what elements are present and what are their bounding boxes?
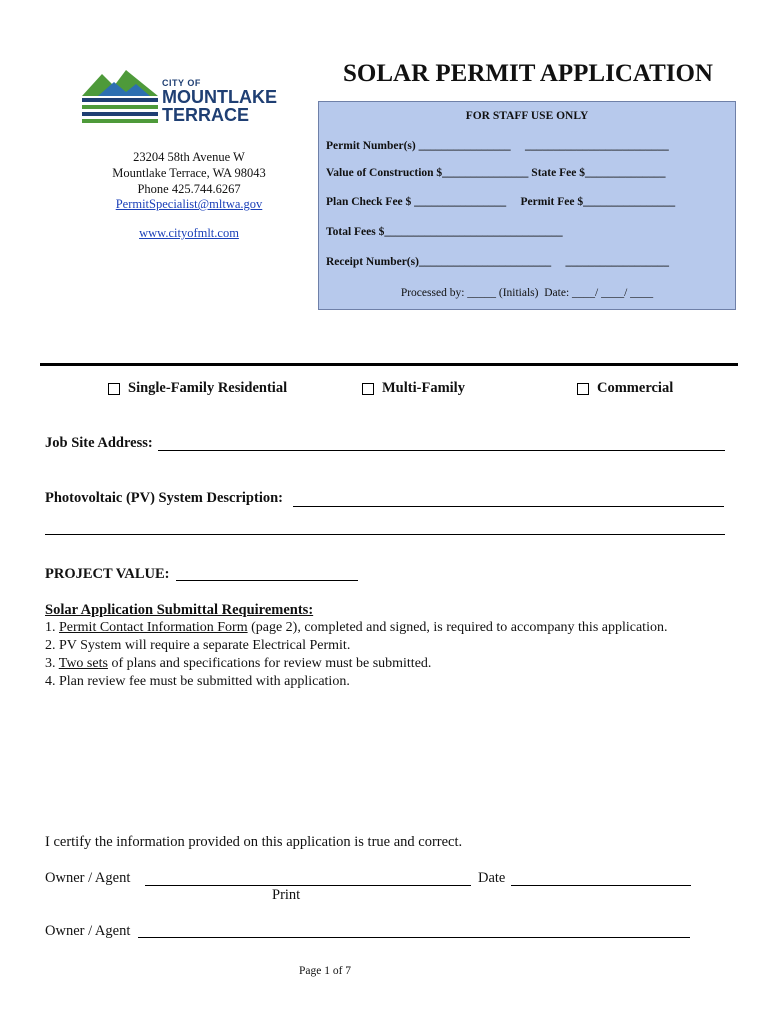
email-link[interactable]: PermitSpecialist@mltwa.gov [115, 197, 263, 211]
owner-agent-label-1: Owner / Agent [45, 870, 131, 886]
staff-use-box [318, 101, 736, 310]
staff-plancheck-permit-fee: Plan Check Fee $ ________________ Permit Fee $________________ [326, 196, 676, 208]
checkbox-icon[interactable] [108, 383, 120, 395]
page-number: Page 1 of 7 [298, 965, 352, 977]
job-site-label: Job Site Address: [45, 435, 153, 451]
address-phone: Phone 425.744.6267 [137, 182, 241, 196]
checkbox-icon[interactable] [362, 383, 374, 395]
owner-agent-print-line[interactable] [138, 937, 690, 938]
logo-mountlake: MOUNTLAKE [162, 87, 277, 107]
requirement-item-1: 1. Permit Contact Information Form (page 2), completed and signed, is required to accompany this application. [45, 620, 668, 635]
staff-permit-numbers: Permit Number(s) ________________ _________________________ [326, 140, 669, 152]
checkbox-multi-family[interactable] [362, 380, 465, 397]
date-input-line[interactable] [511, 885, 691, 886]
staff-heading: FOR STAFF USE ONLY [465, 110, 589, 122]
requirement-item-3: 3. Two sets of plans and specifications for review must be submitted. [45, 656, 432, 671]
pv-description-input-line[interactable] [293, 506, 724, 507]
pv-description-input-line-2[interactable] [45, 534, 725, 535]
logo-terrace: TERRACE [162, 105, 250, 125]
staff-processed-by: Processed by: _____ (Initials) Date: ____/ ____/ ____ [400, 287, 654, 299]
section-divider [40, 363, 738, 366]
owner-agent-label-2: Owner / Agent [45, 923, 131, 939]
pv-description-label: Photovoltaic (PV) System Description: [45, 490, 283, 506]
logo-city-of: CITY OF [162, 78, 201, 88]
job-site-input-line[interactable] [158, 450, 725, 451]
requirements-heading: Solar Application Submittal Requirements: [45, 602, 314, 618]
date-label: Date [478, 870, 506, 886]
checkbox-label: Commercial [597, 380, 674, 396]
city-logo [80, 64, 280, 128]
checkbox-commercial[interactable] [577, 380, 673, 397]
checkbox-single-family[interactable] [108, 380, 287, 397]
checkbox-icon[interactable] [577, 383, 589, 395]
checkbox-label: Single-Family Residential [128, 380, 288, 396]
print-label: Print [272, 887, 301, 903]
owner-agent-signature-line[interactable] [145, 885, 471, 886]
permit-contact-form-link[interactable]: Permit Contact Information Form [59, 620, 248, 635]
website-link[interactable]: www.cityofmlt.com [139, 226, 239, 240]
requirement-item-4: 4. Plan review fee must be submitted with application. [45, 674, 350, 689]
address-street: 23204 58th Avenue W [133, 150, 245, 164]
page-title: SOLAR PERMIT APPLICATION [343, 60, 713, 87]
staff-value-state-fee: Value of Construction $_______________ State Fee $______________ [326, 167, 666, 179]
address-city: Mountlake Terrace, WA 98043 [112, 166, 266, 180]
project-value-label: PROJECT VALUE: [45, 566, 170, 582]
requirement-item-2: 2. PV System will require a separate Electrical Permit. [45, 638, 351, 653]
staff-total-fees: Total Fees $_______________________________ [326, 226, 563, 238]
certification-statement: I certify the information provided on this application is true and correct. [45, 834, 463, 850]
checkbox-label: Multi-Family [382, 380, 465, 396]
mountain-logo-icon [80, 64, 160, 128]
staff-receipt-numbers: Receipt Number(s)_______________________ __________________ [326, 256, 670, 268]
project-value-input-line[interactable] [176, 580, 358, 581]
